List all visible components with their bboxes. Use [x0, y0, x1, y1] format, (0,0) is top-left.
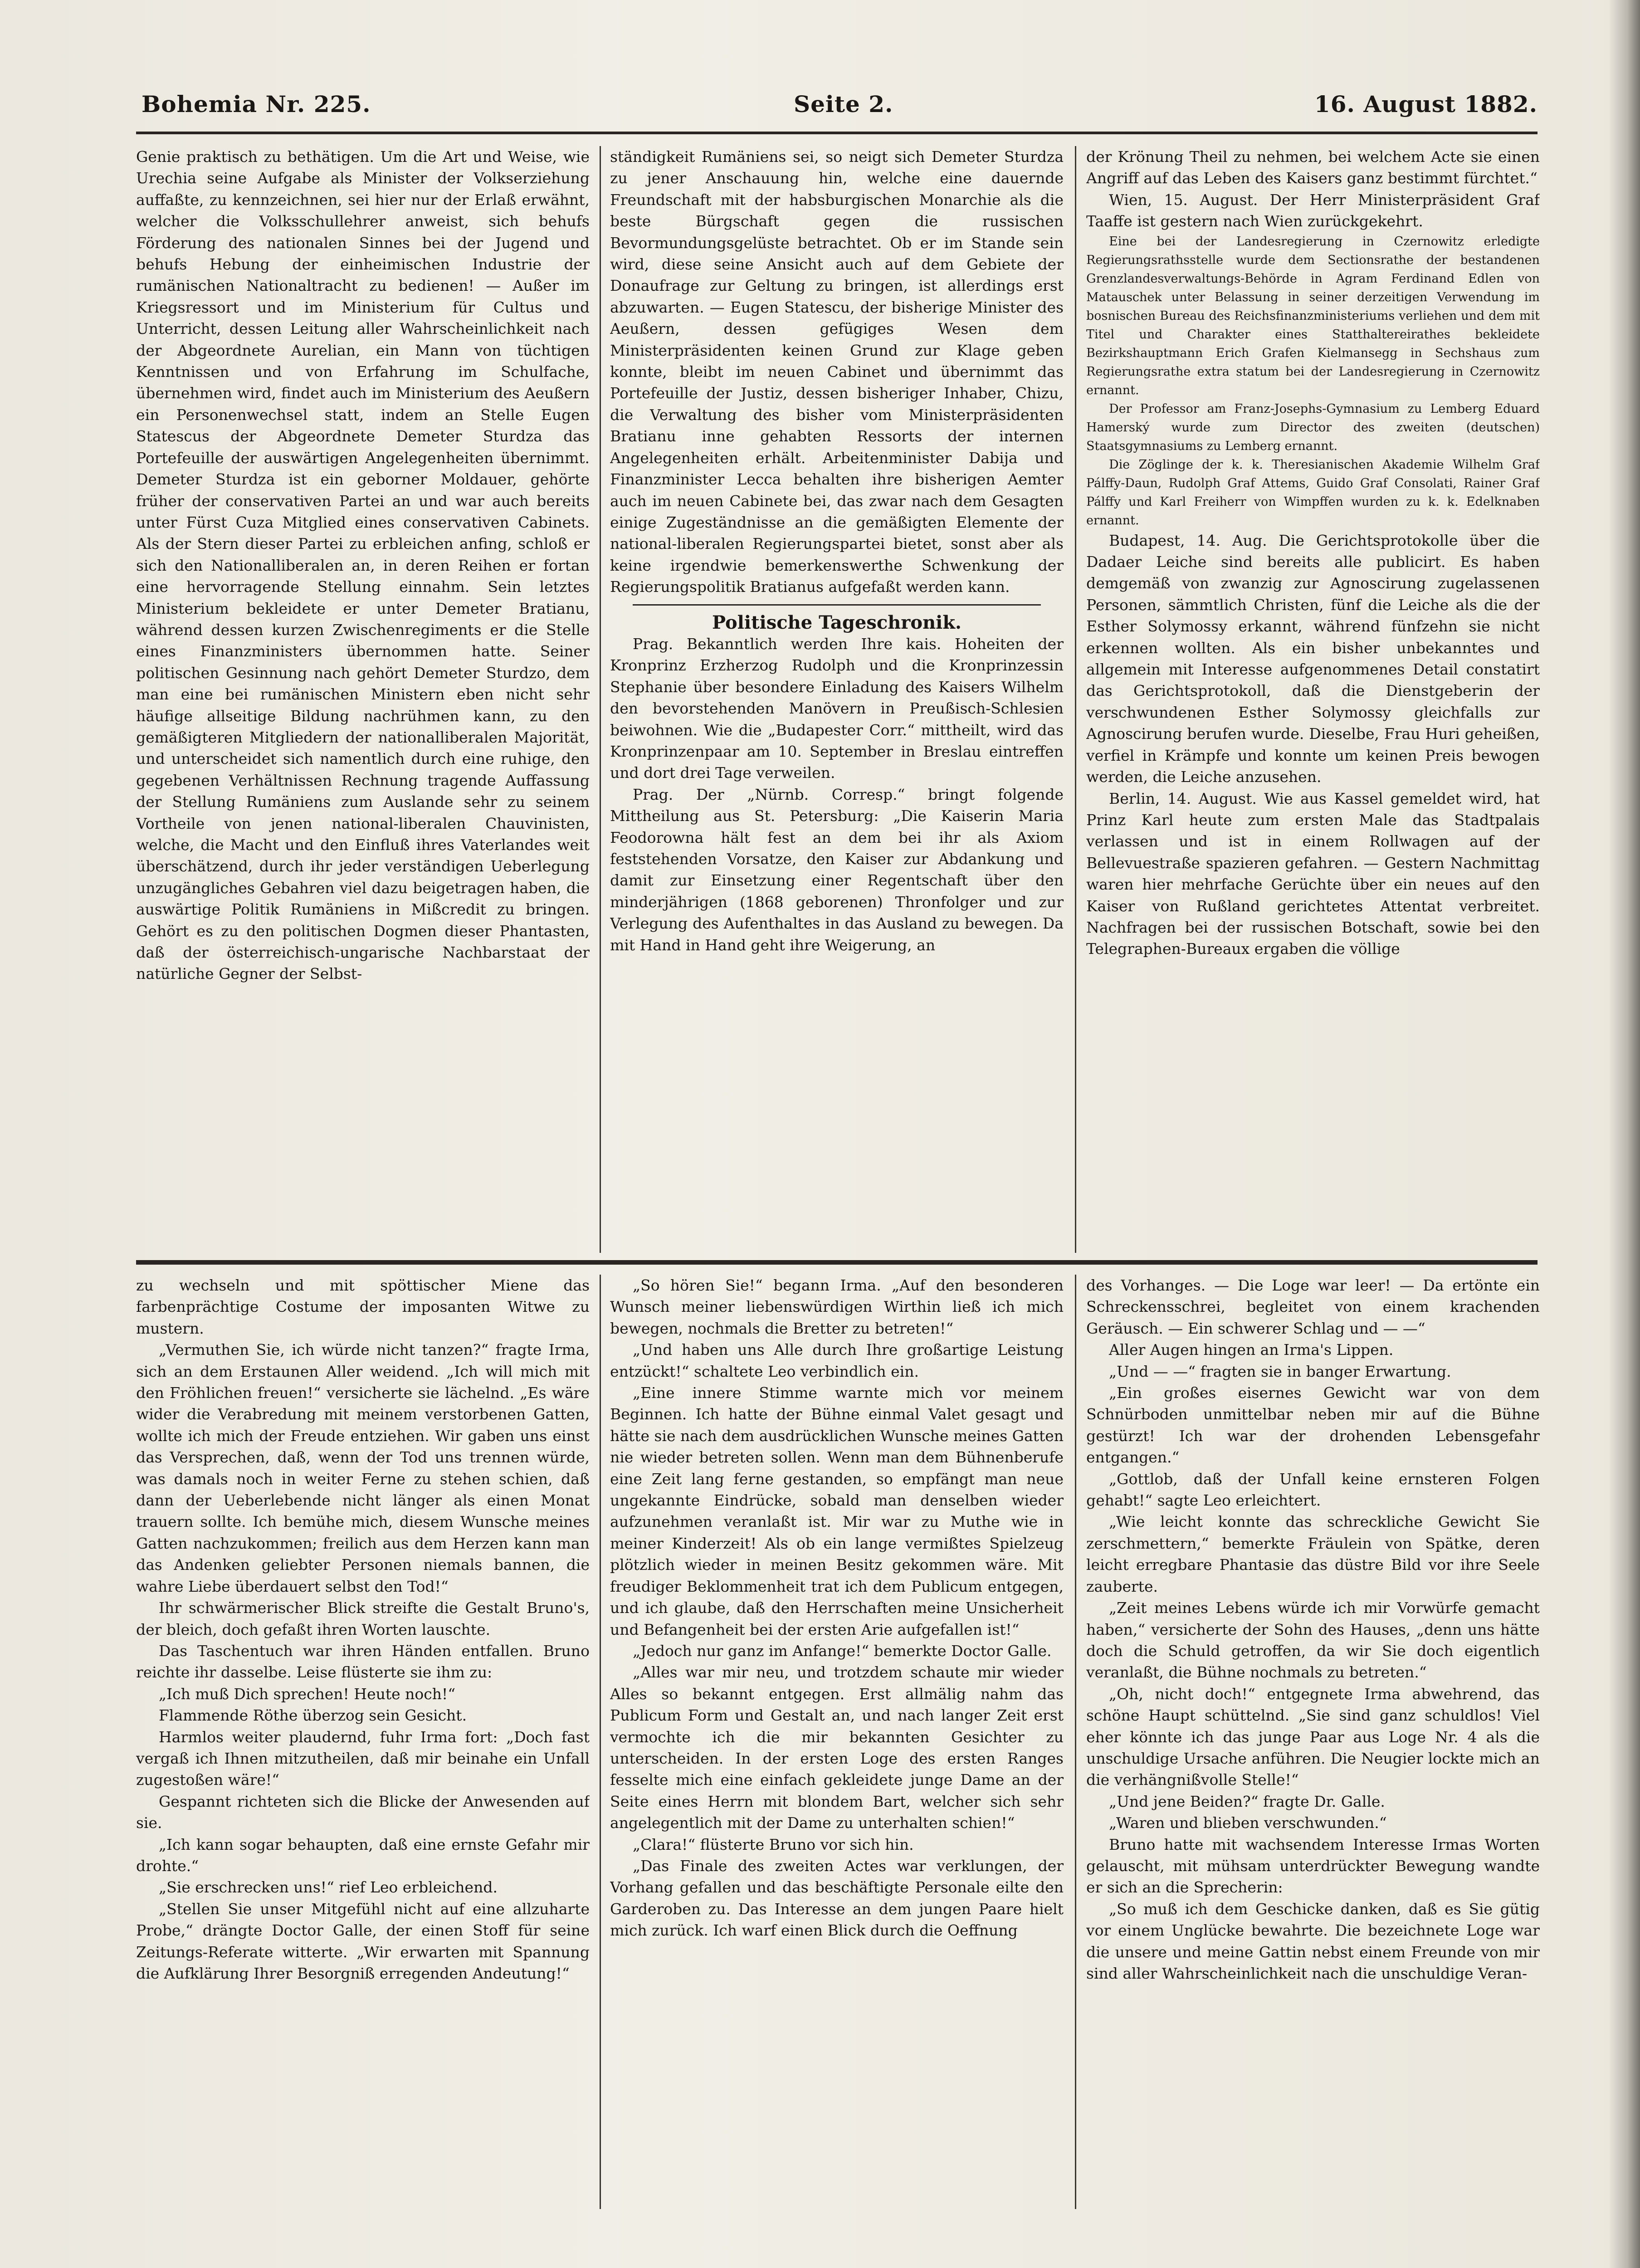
story-paragraph: „Sie erschrecken uns!“ rief Leo erbleichend. — [159, 1878, 498, 1897]
official-notice: Die Zöglinge der k. k. Theresianischen Akademie Wilhelm Graf Pálffy-Daun, Rudolph Graf Attems, Guido Graf Consolati, Rainer Graf Pálffy und Karl Freiherr von Wimpffen wurden zu k. k. Edelknaben ernannt. — [1086, 457, 1540, 528]
story-paragraph: Aller Augen hingen an Irma's Lippen. — [1109, 1341, 1394, 1359]
news-item: Budapest, 14. Aug. Die Gerichtsprotokolle über die Dadaer Leiche sind bereits alle publicirt. Es haben demgemäß von zwanzig zur Agnoscirung zugelassenen Personen, sämmtlich Christen, fünf die Leiche als die der Esther Solymossy erkannt, während fünfzehn sie nicht erkennen wollten. Als ein bisher unbekanntes und allgemein mit Interesse aufgenommenes Detail constatirt das Gerichtsprotokoll, daß die Dienstgeberin der verschwundenen Esther Solymossy gleichfalls zur Agnoscirung berufen wurde. Dieselbe, Frau Huri geheißen, verfiel in Krämpfe und konnte um keinen Preis bewogen werden, die Leiche anzusehen. — [1086, 531, 1540, 786]
lower-column-2 — [610, 1275, 1064, 2209]
story-paragraph: „Und — —“ fragten sie in banger Erwartung. — [1109, 1362, 1451, 1380]
news-item: Wien, 15. August. Der Herr Ministerpräsident Graf Taaffe ist gestern nach Wien zurückgekehrt. — [1086, 191, 1540, 230]
header-rule — [136, 132, 1538, 134]
story-paragraph: Ihr schwärmerischer Blick streifte die Gestalt Bruno's, der bleich, doch gefaßt ihren Worten lauschte. — [136, 1599, 590, 1638]
official-notice: Eine bei der Landesregierung in Czernowitz erledigte Regierungsrathsstelle wurde dem Sectionsrathe der bestandenen Grenzlandesverwaltungs-Behörde in Agram Ferdinand Edlen von Matauschek unter Belassung in seiner derzeitigen Verwendung im bosnischen Bureau des Reichsfinanzministeriums verliehen und dem mit Titel und Charakter eines Statthaltereirathes bekleidete Bezirkshauptmann Erich Grafen Kielmansegg in Sechshaus zum Regierungsrathe extra statum bei der Landesregierung in Czernowitz ernannt. — [1086, 234, 1540, 397]
article-paragraph: Genie praktisch zu bethätigen. Um die Art und Weise, wie Urechia seine Aufgabe als Minister der Volkserziehung auffaßte, zu kennzeichnen, sei hier nur der Erlaß erwähnt, welcher die Volksschullehrer anweist, sich behufs Förderung des nationalen Sinnes bei der Jugend und behufs Hebung der einheimischen Industrie der rumänischen Nationaltracht zu bedienen! — Außer im Kriegsressort und im Ministerium für Cultus und Unterricht, dessen Leitung aller Wahrscheinlichkeit nach der Abgeordnete Aurelian, ein Mann von tüchtigen Kenntnissen und von Erfahrung im Schulfache, übernehmen wird, findet auch im Ministerium des Aeußern ein Personenwechsel statt, indem an Stelle Eugen Statescus der Abgeordnete Demeter Sturdza das Portefeuille der auswärtigen Angelegenheiten übernimmt. Demeter Sturdza ist ein geborner Moldauer, gehörte früher der conservativen Partei an und war auch bereits unter Fürst Cuza Mitglied eines conservativen Cabinets. Als der Stern dieser Partei zu erbleichen anfing, schloß er sich den Nationalliberalen an, in deren Reihen er fortan eine hervorragende Stellung einnahm. Sein letztes Ministerium bekleidete er unter Demeter Bratianu, während dessen kurzen Zwischenregiments er die Stelle eines Finanzministers übernommen hatte. Seiner politischen Gesinnung nach gehört Demeter Sturdzo, dem man eine bei rumänischen Ministern eben nicht sehr häufige allseitige Bildung nachrühmen kann, zu den gemäßigteren Mitgliedern der nationalliberalen Majorität, und unterscheidet sich namentlich durch eine ruhige, den gegebenen Verhältnissen Rechnung tragende Auffassung der Stellung Rumäniens zum Auslande sehr zu seinem Vortheile von jenen national-liberalen Chauvinisten, welche, die Macht und den Einfluß ihres Vaterlandes weit überschätzend, durch ihr jeder verständigen Ueberlegung unzugängliches Gebahren viel dazu beigetragen haben, die auswärtige Politik Rumäniens in Mißcredit zu bringen. Gehört es zu den politischen Dogmen dieser Phantasten, daß der österreichisch-ungarische Nachbarstaat der natürliche Gegner der Selbst- — [136, 148, 590, 983]
column-divider — [600, 1275, 601, 2209]
article-paragraph: ständigkeit Rumäniens sei, so neigt sich Demeter Sturdza zu jener Anschauung hin, welche eine dauernde Freundschaft mit der habsburgischen Monarchie als die beste Bürgschaft gegen die russischen Bevormundungsgelüste betrachtet. Ob er im Stande sein wird, diese seine Ansicht auch auf dem Gebiete der Donaufrage zur Geltung zu bringen, ist allerdings erst abzuwarten. — Eugen Statescu, der bisherige Minister des Aeußern, dessen gefügiges Wesen dem Ministerpräsidenten keinen Grund zur Klage geben konnte, bleibt im neuen Cabinet und übernimmt das Portefeuille der Justiz, dessen bisheriger Inhaber, Chizu, die Verwaltung des bisher vom Ministerpräsidenten Bratianu inne gehabten Ressorts der internen Angelegenheiten erhält. Arbeitenminister Dabija und Finanzminister Lecca behalten ihre bisherigen Aemter auch im neuen Cabinete bei, das zwar nach dem Gesagten einige Zugeständnisse an die gemäßigten Elemente der national-liberalen Regierungspartei bietet, sonst aber als keine irgendwie bemerkenswerthe Schwenkung der Regierungspolitik Bratianus aufgefaßt werden kann. — [610, 148, 1064, 596]
section-heading: Politische Tageschronik. — [712, 611, 962, 633]
story-paragraph: Harmlos weiter plaudernd, fuhr Irma fort: „Doch fast vergaß ich Ihnen mitzutheilen, daß mir beinahe ein Unfall zugestoßen wäre!“ — [136, 1728, 590, 1789]
story-paragraph: „Jedoch nur ganz im Anfange!“ bemerkte Doctor Galle. — [633, 1642, 1052, 1660]
page-header — [136, 91, 1538, 132]
header-paper-number: Bohemia Nr. 225. — [142, 91, 371, 117]
story-paragraph: „Stellen Sie unser Mitgefühl nicht auf eine allzuharte Probe,“ drängte Doctor Galle, der einen Stoff für seine Zeitungs-Referate witterte. „Wir erwarten mit Spannung die Aufklärung Ihrer Besorgniß erregenden Andeutung!“ — [136, 1900, 590, 1982]
column-divider — [600, 146, 601, 1253]
story-paragraph: Flammende Röthe überzog sein Gesicht. — [159, 1706, 467, 1725]
story-paragraph: „Oh, nicht doch!“ entgegnete Irma abwehrend, das schöne Haupt schüttelnd. „Sie sind ganz schuldlos! Viel eher könnte ich das junge Paar aus Loge Nr. 4 als die unschuldige Ursache anführen. Die Neugier lockte mich an die verhängnißvolle Stelle!“ — [1086, 1685, 1540, 1789]
story-paragraph: „Ich muß Dich sprechen! Heute noch!“ — [159, 1685, 456, 1703]
lower-column-1 — [136, 1275, 590, 2209]
story-paragraph: Gespannt richteten sich die Blicke der Anwesenden auf sie. — [136, 1792, 590, 1832]
lower-column-3 — [1086, 1275, 1540, 2209]
upper-column-2 — [610, 146, 1064, 1253]
page-edge-shadow — [1608, 0, 1640, 2268]
column-divider — [1075, 1275, 1076, 2209]
column-divider — [1075, 146, 1076, 1253]
official-notice: Der Professor am Franz-Josephs-Gymnasium zu Lemberg Eduard Hamerský wurde zum Director des zweiten (deutschen) Staatsgymnasiums zu Lemberg ernannt. — [1086, 401, 1540, 453]
story-paragraph: Bruno hatte mit wachsendem Interesse Irmas Worten gelauscht, mit mühsam unterdrückter Bewegung wandte er sich an die Sprecherin: — [1086, 1835, 1540, 1897]
story-paragraph: „Ich kann sogar behaupten, daß eine ernste Gefahr mir drohte.“ — [136, 1835, 590, 1875]
story-paragraph: „So muß ich dem Geschicke danken, daß es Sie gütig vor einem Unglücke bewahrte. Die bezeichnete Loge war die unsere und meine Gattin nebst einem Freunde von mir sind aller Wahrscheinlichkeit nach die unschuldige Veran- — [1086, 1900, 1540, 1982]
story-paragraph: „Und haben uns Alle durch Ihre großartige Leistung entzückt!“ schaltete Leo verbindlich ein. — [610, 1341, 1064, 1380]
story-paragraph: „Zeit meines Lebens würde ich mir Vorwürfe gemacht haben,“ versicherte der Sohn des Hauses, „denn uns hätte doch die Schuld getroffen, da wir Sie doch eigentlich veranlaßt, die Bühne nochmals zu betreten.“ — [1086, 1599, 1540, 1681]
story-paragraph: „Und jene Beiden?“ fragte Dr. Galle. — [1109, 1792, 1385, 1810]
story-paragraph: zu wechseln und mit spöttischer Miene das farbenprächtige Costume der imposanten Witwe zu mustern. — [136, 1276, 590, 1337]
header-page-number: Seite 2. — [794, 91, 893, 117]
story-paragraph: „Ein großes eisernes Gewicht war von dem Schnürboden unmittelbar neben mir auf die Bühne gestürzt! Ich war der drohenden Lebensgefahr entgangen.“ — [1086, 1384, 1540, 1466]
story-paragraph: Das Taschentuch war ihren Händen entfallen. Bruno reichte ihr dasselbe. Leise flüsterte sie ihm zu: — [136, 1642, 590, 1681]
story-paragraph: „Wie leicht konnte das schreckliche Gewicht Sie zerschmettern,“ bemerkte Fräulein von Spätke, deren leicht erregbare Phantasie das düstre Bild vor ihre Seele zauberte. — [1086, 1513, 1540, 1595]
story-paragraph: „Eine innere Stimme warnte mich vor meinem Beginnen. Ich hatte der Bühne einmal Valet gesagt und hätte sie nach dem ausdrücklichen Wunsche meines Gatten nie wieder betreten sollen. Wenn man dem Bühnenberufe eine Zeit lang ferne gestanden, so empfängt man neue ungekannte Eindrücke, sobald man denselben wieder aufzunehmen veranlaßt ist. Mir war zu Muthe wie in meiner Kinderzeit! Als ob ein lange vermißtes Spielzeug plötzlich wieder in meinen Besitz gekommen wäre. Mit freudiger Beklommenheit trat ich dem Publicum entgegen, und ich glaube, daß den Herrschaften meine Unsicherheit und Befangenheit bei der ersten Arie aufgefallen ist!“ — [610, 1384, 1064, 1638]
story-paragraph: „Gottlob, daß der Unfall keine ernsteren Folgen gehabt!“ sagte Leo erleichtert. — [1086, 1470, 1540, 1510]
story-paragraph: „Vermuthen Sie, ich würde nicht tanzen?“ fragte Irma, sich an dem Erstaunen Aller weidend. „Ich will mich mit den Fröhlichen freuen!“ versicherte sie lächelnd. „Es wäre wider die Verabredung mit meinem verstorbenen Gatten, wollte ich mich der Freude entziehen. Wir gaben uns einst das Versprechen, daß, wenn der Tod uns trennen würde, was damals noch in weiter Ferne zu stehen schien, daß dann der Ueberlebende nicht länger als einen Monat trauern sollte. Ich bemühe mich, diesem Wunsche meines Gatten nachzukommen; freilich aus dem Herzen kann man das Andenken geliebter Personen niemals bannen, die wahre Liebe überdauert selbst den Tod!“ — [136, 1341, 590, 1595]
header-date: 16. August 1882. — [1314, 91, 1538, 117]
story-paragraph: „So hören Sie!“ begann Irma. „Auf den besonderen Wunsch meiner liebenswürdigen Wirthin ließ ich mich bewegen, nochmals die Bretter zu betreten!“ — [610, 1276, 1064, 1337]
upper-column-1 — [136, 146, 590, 1253]
upper-column-3 — [1086, 146, 1540, 1253]
story-paragraph: „Waren und blieben verschwunden.“ — [1109, 1814, 1387, 1832]
news-item: Berlin, 14. August. Wie aus Kassel gemeldet wird, hat Prinz Karl heute zum ersten Male das Stadtpalais verlassen und ist in einem Rollwagen auf der Bellevuestraße spazieren gefahren. — Gestern Nachmittag waren hier mehrfache Gerüchte über ein neues auf den Kaiser von Rußland gerichtetes Attentat verbreitet. Nachfragen bei der russischen Botschaft, sowie bei den Telegraphen-Bureaux ergaben die völlige — [1086, 789, 1540, 958]
story-paragraph: „Das Finale des zweiten Actes war verklungen, der Vorhang gefallen und das beschäftigte Personale eilte den Garderoben zu. Das Interesse an dem jungen Paare hielt mich zurück. Ich warf einen Blick durch die Oeffnung — [610, 1857, 1064, 1940]
news-item: der Krönung Theil zu nehmen, bei welchem Acte sie einen Angriff auf das Leben des Kaisers ganz bestimmt fürchtet.“ — [1086, 148, 1540, 187]
section-rule — [633, 604, 1041, 606]
story-paragraph: „Clara!“ flüsterte Bruno vor sich hin. — [633, 1835, 914, 1853]
story-paragraph: „Alles war mir neu, und trotzdem schaute mir wieder Alles so bekannt entgegen. Erst allmälig nahm das Publicum Form und Gestalt an, und nach langer Zeit erst vermochte ich die mir bekannten Gesichter zu unterscheiden. In der ersten Loge des ersten Ranges fesselte mich eine einfach gekleidete junge Dame an der Seite eines Herrn mit blondem Bart, welcher sich sehr angelegentlich mit der Dame zu unterhalten schien!“ — [610, 1663, 1064, 1832]
news-item: Prag. Bekanntlich werden Ihre kais. Hoheiten der Kronprinz Erzherzog Rudolph und die Kronprinzessin Stephanie über besondere Einladung des Kaisers Wilhelm den bevorstehenden Manövern in Preußisch-Schlesien beiwohnen. Wie die „Budapester Corr.“ mittheilt, wird das Kronprinzenpaar am 10. September in Breslau eintreffen und dort drei Tage verweilen. — [610, 635, 1064, 782]
story-paragraph: des Vorhanges. — Die Loge war leer! — Da ertönte ein Schreckensschrei, begleitet von einem krachenden Geräusch. — Ein schwerer Schlag und — —“ — [1086, 1276, 1540, 1337]
news-item: Prag. Der „Nürnb. Corresp.“ bringt folgende Mittheilung aus St. Petersburg: „Die Kaiserin Maria Feodorowna hält fest an dem bei ihr als Axiom feststehenden Vorsatze, den Kaiser zur Abdankung und damit zur Einsetzung einer Regentschaft über den minderjährigen (1868 geborenen) Thronfolger und zur Verlegung des Aufenthaltes in das Ausland zu bewegen. Da mit Hand in Hand geht ihre Weigerung, an — [610, 785, 1064, 954]
feuilleton-separator — [136, 1260, 1538, 1265]
